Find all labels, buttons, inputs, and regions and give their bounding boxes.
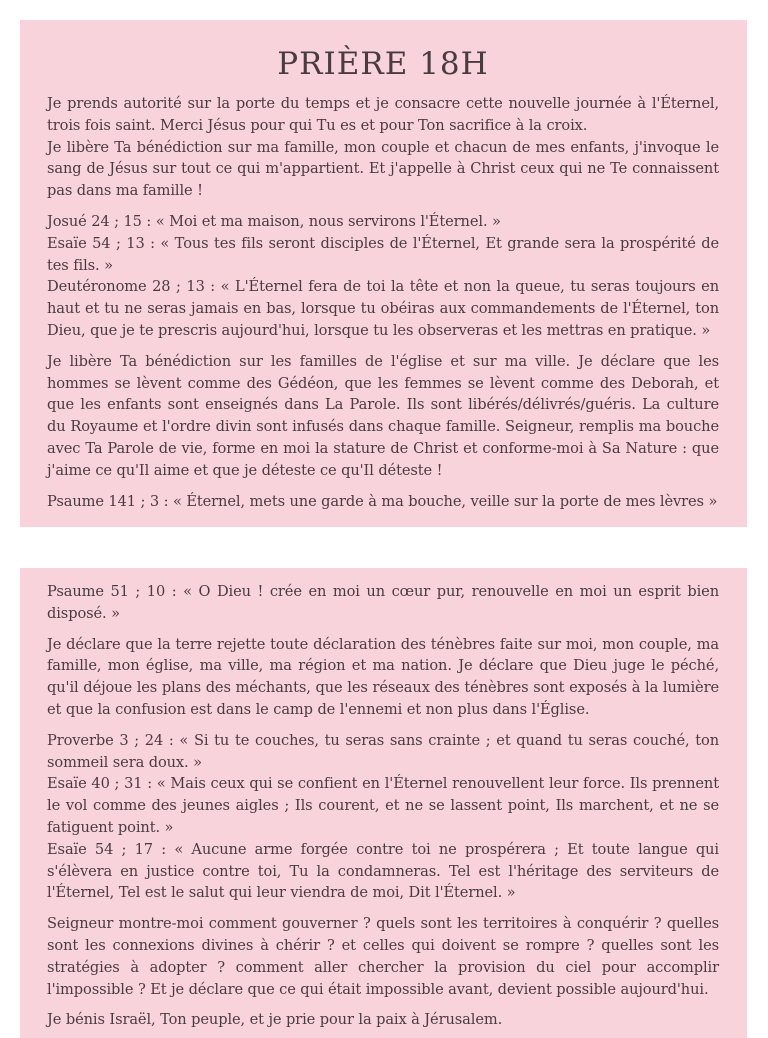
declaration-paragraph: Je déclare que la terre rejette toute déclaration des ténèbres faite sur moi, mon couple, ma famille, mon église, ma ville, ma région et ma nation. Je déclare que Dieu juge le péché, qu'il déjoue les plans des méchants, que les réseaux des ténèbres sont exposés à la lumière et que la confusion est dans le camp de l'ennemi et non plus dans l'Église.	[47, 635, 719, 718]
israel-blessing-paragraph: Je bénis Israël, Ton peuple, et je prie pour la paix à Jérusalem.	[47, 1011, 503, 1029]
verse-josue-24-15: Josué 24 ; 15 : « Moi et ma maison, nous servirons l'Éternel. »	[47, 212, 501, 230]
verses-block-1	[47, 211, 719, 342]
guidance-paragraph: Seigneur montre-moi comment gouverner ? quels sont les territoires à conquérir ? quelles sont les connexions divines à chérir ? et celles qui doivent se rompre ? quelles sont les stratégies à adopter ? comment aller chercher la provision du ciel pour accomplir l'impossible ? Et je déclare que ce qui était impossible avant, devient possible aujourd'hui.	[47, 915, 719, 998]
verse-psaume-51-10: Psaume 51 ; 10 : « O Dieu ! crée en moi un cœur pur, renouvelle en moi un esprit bien disposé. »	[47, 583, 719, 622]
verse-proverbe-3-24: Proverbe 3 ; 24 : « Si tu te couches, tu seras sans crainte ; et quand tu seras couché, ton sommeil sera doux. »	[47, 731, 719, 771]
verse-deuteronome-28-13: Deutéronome 28 ; 13 : « L'Éternel fera de toi la tête et non la queue, tu seras toujours en haut et tu ne seras jamais en bas, lorsque tu obéiras aux commandements de l'Éternel, ton Dieu, que je te prescris aujourd'hui, lorsque tu les observeras et les mettras en pratique. »	[47, 278, 719, 339]
verse-esaie-40-31: Esaïe 40 ; 31 : « Mais ceux qui se confient en l'Éternel renouvellent leur force. Ils prennent le vol comme des jeunes aigles ; Ils courent, et ne se lassent point, Ils marchent, et ne se fatiguent point. »	[47, 775, 719, 836]
verse-esaie-54-17: Esaïe 54 ; 17 : « Aucune arme forgée contre toi ne prospérera ; Et toute langue qui s'élèvera en justice contre toi, Tu la condamneras. Tel est l'héritage des serviteurs de l'Éternel, Tel est le salut qui leur viendra de moi, Dit l'Éternel. »	[47, 840, 719, 902]
intro-line-family-blessing: Je libère Ta bénédiction sur ma famille, mon couple et chacun de mes enfants, j'invoque le sang de Jésus sur tout ce qui m'appartient. Et j'appelle à Christ ceux qui ne Te connaissent pas dans ma famille !	[47, 138, 719, 200]
page-title: PRIÈRE 18H	[277, 46, 489, 82]
verse-psaume-141-3: Psaume 141 ; 3 : « Éternel, mets une garde à ma bouche, veille sur la porte de mes lèvres »	[47, 492, 718, 510]
prayer-card-top	[20, 20, 747, 527]
blessing-paragraph: Je libère Ta bénédiction sur les familles de l'église et sur ma ville. Je déclare que les hommes se lèvent comme des Gédéon, que les femmes se lèvent comme des Deborah, et que les enfants sont enseignés dans La Parole. Ils sont libérés/délivrés/guéris. La culture du Royaume et l'ordre divin sont infusés dans chaque famille. Seigneur, remplis ma bouche avec Ta Parole de vie, forme en moi la stature de Christ et conforme-moi à Sa Nature : que j'aime ce qu'Il aime et que je déteste ce qu'Il déteste !	[47, 352, 719, 479]
intro-paragraph	[47, 93, 719, 202]
prayer-card-bottom	[20, 568, 747, 1038]
verses-block-2	[47, 730, 719, 904]
intro-line-consecration: Je prends autorité sur la porte du temps et je consacre cette nouvelle journée à l'Éternel, trois fois saint. Merci Jésus pour qui Tu es et pour Ton sacrifice à la croix.	[47, 95, 719, 134]
verse-esaie-54-13: Esaïe 54 ; 13 : « Tous tes fils seront disciples de l'Éternel, Et grande sera la prospérité de tes fils. »	[47, 234, 719, 274]
